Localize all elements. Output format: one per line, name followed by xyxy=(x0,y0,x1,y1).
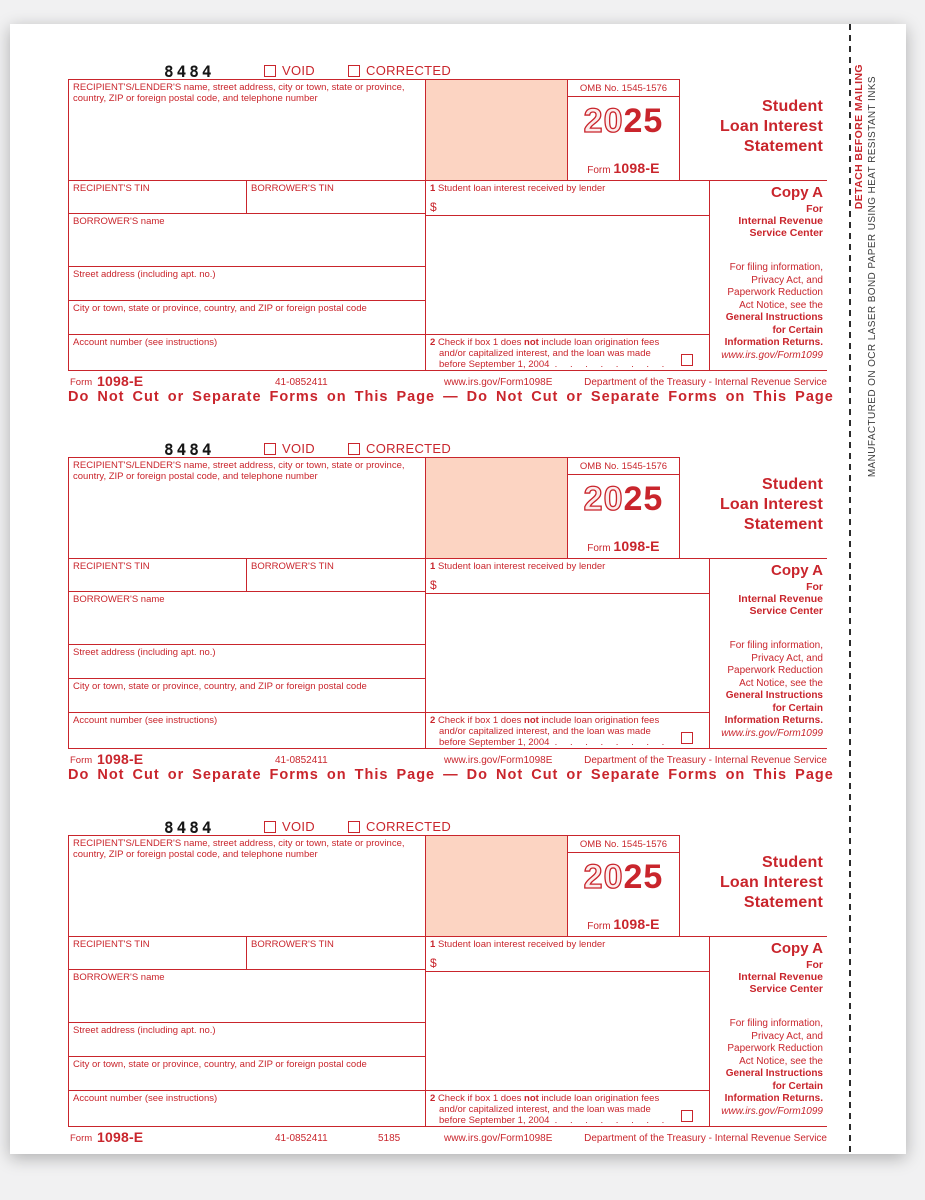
form-print-control-number: 8484 xyxy=(164,818,215,837)
void-checkbox[interactable] xyxy=(264,65,276,77)
form-number-block xyxy=(568,160,679,176)
filing-notice-line-bold: for Certain xyxy=(772,1080,823,1092)
corrected-checkbox-group xyxy=(348,63,451,78)
filing-notice-line: Paperwork Reduction xyxy=(727,287,823,298)
form-number-block xyxy=(568,538,679,554)
void-checkbox-group xyxy=(264,819,315,834)
treasury-department-label: Department of the Treasury - Internal Revenue Service xyxy=(584,377,827,388)
filing-notice-line: Privacy Act, and xyxy=(751,1030,823,1042)
recipient-lender-info-label: RECIPIENT'S/LENDER'S name, street address, city or town, state or province, country, ZIP or foreign postal code, and telephone number xyxy=(73,838,405,860)
tax-year-outline-digits: 20 xyxy=(583,480,624,518)
filing-notice-line: Privacy Act, and xyxy=(751,652,823,664)
footer-form-word: Form xyxy=(70,755,93,766)
irs-1098e-url: www.irs.gov/Form1098E xyxy=(444,755,553,766)
corrected-checkbox[interactable] xyxy=(348,65,360,77)
box2-text: Check if box 1 does xyxy=(437,337,525,348)
filing-notice-line: Act Notice, see the xyxy=(739,1055,823,1067)
corrected-label: CORRECTED xyxy=(366,63,452,78)
tax-year xyxy=(568,482,679,516)
form-word: Form xyxy=(587,165,611,176)
form-title-line: Student xyxy=(762,98,823,115)
form-1098e-copy xyxy=(68,818,830,1161)
box2-checkbox-field xyxy=(425,1090,710,1126)
form-footer xyxy=(68,373,827,388)
recipient-tin-field[interactable] xyxy=(68,180,246,213)
form-number: 1098-E xyxy=(613,160,660,176)
do-not-cut-notice: Do Not Cut or Separate Forms on This Page — Do Not Cut or Separate Forms on This Page xyxy=(68,767,834,783)
box2-label xyxy=(430,1093,675,1126)
street-address-field[interactable] xyxy=(68,266,425,300)
corrected-label: CORRECTED xyxy=(366,441,452,456)
form-title-line: Statement xyxy=(743,894,823,911)
form-print-control-number: 8484 xyxy=(164,440,215,459)
filing-notice-line: For filing information, xyxy=(729,1018,823,1029)
omb-number: OMB No. 1545-1576 xyxy=(568,80,679,97)
box2-checkbox[interactable] xyxy=(681,732,693,744)
form-word: Form xyxy=(587,921,611,932)
borrower-name-label: BORROWER'S name xyxy=(73,216,165,227)
box2-number: 2 xyxy=(430,337,436,348)
copy-a-for-line: Internal Revenue xyxy=(738,215,823,227)
box1-interest-field[interactable] xyxy=(425,558,710,593)
irs-1098e-url: www.irs.gov/Form1098E xyxy=(444,377,553,388)
borrower-tin-label: BORROWER'S TIN xyxy=(251,939,334,950)
recipient-lender-info-label: RECIPIENT'S/LENDER'S name, street address, city or town, state or province, country, ZIP or foreign postal code, and telephone number xyxy=(73,82,405,104)
copy-a-for-line: For xyxy=(806,581,823,593)
box1-dollar-sign: $ xyxy=(430,200,437,214)
omb-year-box xyxy=(567,457,680,558)
omb-year-box xyxy=(567,79,680,180)
filing-notice-line: Paperwork Reduction xyxy=(727,1043,823,1054)
manufactured-on-ocr-paper-label: MANUFACTURED ON OCR LASER BOND PAPER USING HEAT RESISTANT INKS xyxy=(867,76,878,478)
box1-number: 1 xyxy=(430,561,436,572)
footer-catalog-number: 41-0852411 xyxy=(275,755,328,766)
box2-text: include loan origination fees and/or capitalized interest, and the loan was made before September 1, 2004 xyxy=(439,715,660,748)
irs-1098e-url: www.irs.gov/Form1098E xyxy=(444,1133,553,1144)
account-number-label: Account number (see instructions) xyxy=(73,337,218,348)
copy-a-panel xyxy=(710,180,827,370)
copy-a-for-line: Internal Revenue xyxy=(738,971,823,983)
copy-a-for-line: Internal Revenue xyxy=(738,593,823,605)
omb-number: OMB No. 1545-1576 xyxy=(568,458,679,475)
void-checkbox-group xyxy=(264,441,315,456)
filing-notice-line: For filing information, xyxy=(729,640,823,651)
blank-entry-box[interactable] xyxy=(425,215,710,334)
perforation-dashed-line xyxy=(849,24,851,1154)
treasury-department-label: Department of the Treasury - Internal Revenue Service xyxy=(584,1133,827,1144)
borrower-tin-label: BORROWER'S TIN xyxy=(251,561,334,572)
filing-notice-line: Privacy Act, and xyxy=(751,274,823,286)
tax-year-bold-digits: 25 xyxy=(623,102,664,140)
city-state-zip-label: City or town, state or province, country, and ZIP or foreign postal code xyxy=(73,303,367,314)
footer-form-word: Form xyxy=(70,377,93,388)
box1-number: 1 xyxy=(430,183,436,194)
box2-text: Check if box 1 does xyxy=(437,715,525,726)
footer-form-number: 1098-E xyxy=(97,373,144,389)
form-sheet xyxy=(10,24,906,1154)
box1-interest-field[interactable] xyxy=(425,180,710,215)
filing-notice xyxy=(714,640,823,740)
recipient-tin-field[interactable] xyxy=(68,936,246,969)
dot-leaders: . . . . . . . . xyxy=(554,737,670,748)
form-number: 1098-E xyxy=(613,916,660,932)
blank-entry-box[interactable] xyxy=(425,971,710,1090)
city-state-zip-label: City or town, state or province, country, and ZIP or foreign postal code xyxy=(73,1059,367,1070)
footer-form-number: 1098-E xyxy=(97,751,144,767)
box1-dollar-sign: $ xyxy=(430,578,437,592)
corrected-checkbox-group xyxy=(348,819,451,834)
copy-a-title: Copy A xyxy=(771,562,823,579)
box2-checkbox[interactable] xyxy=(681,354,693,366)
omb-year-box xyxy=(567,835,680,936)
irs-1099-url: www.irs.gov/Form1099 xyxy=(721,1105,823,1117)
box2-label xyxy=(430,715,675,748)
filing-notice-line-bold: for Certain xyxy=(772,702,823,714)
copy-a-for-line: Service Center xyxy=(749,227,823,239)
street-address-field[interactable] xyxy=(68,644,425,678)
box1-label: Student loan interest received by lender xyxy=(437,183,606,194)
form-number: 1098-E xyxy=(613,538,660,554)
tax-year-outline-digits: 20 xyxy=(583,102,624,140)
blank-entry-box[interactable] xyxy=(425,593,710,712)
box2-text: Check if box 1 does xyxy=(437,1093,525,1104)
form-title-line: Statement xyxy=(743,138,823,155)
detach-before-mailing-label: DETACH BEFORE MAILING xyxy=(853,64,865,210)
recipient-lender-info-field[interactable] xyxy=(68,79,425,180)
void-label: VOID xyxy=(282,819,315,834)
corrected-label: CORRECTED xyxy=(366,819,452,834)
box2-number: 2 xyxy=(430,1093,436,1104)
account-number-field[interactable] xyxy=(68,712,425,748)
void-label: VOID xyxy=(282,441,315,456)
filing-notice-line: For filing information, xyxy=(729,262,823,273)
form-print-control-number: 8484 xyxy=(164,62,215,81)
tax-year xyxy=(568,104,679,138)
corrected-checkbox[interactable] xyxy=(348,443,360,455)
form-title-line: Student xyxy=(762,476,823,493)
box2-text-bold: not xyxy=(524,715,539,726)
box1-number: 1 xyxy=(430,939,436,950)
borrower-tin-field[interactable] xyxy=(246,558,425,591)
form-title-line: Student xyxy=(762,854,823,871)
irs-1099-url: www.irs.gov/Form1099 xyxy=(721,349,823,361)
borrower-name-field[interactable] xyxy=(68,591,425,644)
city-state-zip-field[interactable] xyxy=(68,300,425,334)
treasury-department-label: Department of the Treasury - Internal Revenue Service xyxy=(584,755,827,766)
form-word: Form xyxy=(587,543,611,554)
filing-notice xyxy=(714,1018,823,1118)
copy-a-title: Copy A xyxy=(771,184,823,201)
irs-1099-url: www.irs.gov/Form1099 xyxy=(721,727,823,739)
void-checkbox-group xyxy=(264,63,315,78)
form-title-line: Loan Interest xyxy=(719,496,823,513)
filing-notice-line-bold: Information Returns. xyxy=(724,337,823,348)
city-state-zip-field[interactable] xyxy=(68,678,425,712)
box2-text-bold: not xyxy=(524,337,539,348)
filing-notice-line-bold: General Instructions xyxy=(725,312,823,323)
forms-stack xyxy=(68,62,834,1161)
street-address-label: Street address (including apt. no.) xyxy=(73,269,216,280)
form-1098e-copy xyxy=(68,440,834,783)
form-title-line: Statement xyxy=(743,516,823,533)
copy-a-title: Copy A xyxy=(771,940,823,957)
box2-checkbox-field xyxy=(425,712,710,748)
form-footer xyxy=(68,751,827,766)
account-number-field[interactable] xyxy=(68,334,425,370)
copy-a-for-line: For xyxy=(806,959,823,971)
footer-catalog-number: 41-0852411 xyxy=(275,1133,328,1144)
box1-label: Student loan interest received by lender xyxy=(437,939,606,950)
street-address-label: Street address (including apt. no.) xyxy=(73,1025,216,1036)
box1-interest-field[interactable] xyxy=(425,936,710,971)
filing-notice-line: Act Notice, see the xyxy=(739,677,823,689)
box2-checkbox-field xyxy=(425,334,710,370)
void-checkbox[interactable] xyxy=(264,821,276,833)
omb-number: OMB No. 1545-1576 xyxy=(568,836,679,853)
street-address-label: Street address (including apt. no.) xyxy=(73,647,216,658)
tax-year-outline-digits: 20 xyxy=(583,858,624,896)
city-state-zip-field[interactable] xyxy=(68,1056,425,1090)
filing-notice-line-bold: General Instructions xyxy=(725,1068,823,1079)
recipient-tin-label: RECIPIENT'S TIN xyxy=(73,561,150,572)
borrower-name-field[interactable] xyxy=(68,213,425,266)
recipient-lender-info-field[interactable] xyxy=(68,835,425,936)
filing-notice-line-bold: Information Returns. xyxy=(724,715,823,726)
shaded-box xyxy=(425,79,567,180)
form-title-line: Loan Interest xyxy=(719,874,823,891)
table-bottom-border xyxy=(68,748,827,749)
box2-text: include loan origination fees and/or capitalized interest, and the loan was made before September 1, 2004 xyxy=(439,1093,660,1126)
borrower-name-label: BORROWER'S name xyxy=(73,972,165,983)
form-title xyxy=(680,79,827,180)
dot-leaders: . . . . . . . . xyxy=(554,359,670,370)
footer-catalog-number: 41-0852411 xyxy=(275,377,328,388)
box2-label xyxy=(430,337,675,370)
recipient-lender-info-field[interactable] xyxy=(68,457,425,558)
box2-number: 2 xyxy=(430,715,436,726)
box1-label: Student loan interest received by lender xyxy=(437,561,606,572)
recipient-tin-label: RECIPIENT'S TIN xyxy=(73,939,150,950)
borrower-name-field[interactable] xyxy=(68,969,425,1022)
corrected-checkbox-group xyxy=(348,441,451,456)
filing-notice-line-bold: Information Returns. xyxy=(724,1093,823,1104)
form-title-line: Loan Interest xyxy=(719,118,823,135)
form-1098e-copy xyxy=(68,62,834,405)
account-number-field[interactable] xyxy=(68,1090,425,1126)
form-title xyxy=(680,835,827,936)
recipient-tin-label: RECIPIENT'S TIN xyxy=(73,183,150,194)
corrected-checkbox[interactable] xyxy=(348,821,360,833)
table-bottom-border xyxy=(68,370,827,371)
form-number-block xyxy=(568,916,679,932)
footer-form-word: Form xyxy=(70,1133,93,1144)
city-state-zip-label: City or town, state or province, country, and ZIP or foreign postal code xyxy=(73,681,367,692)
do-not-cut-notice: Do Not Cut or Separate Forms on This Page — Do Not Cut or Separate Forms on This Page xyxy=(68,389,834,405)
box1-dollar-sign: $ xyxy=(430,956,437,970)
shaded-box xyxy=(425,835,567,936)
tax-year xyxy=(568,860,679,894)
void-label: VOID xyxy=(282,63,315,78)
copy-a-panel xyxy=(710,936,827,1126)
form-title xyxy=(680,457,827,558)
copy-a-for-line: Service Center xyxy=(749,605,823,617)
filing-notice-line-bold: for Certain xyxy=(772,324,823,336)
footer-print-code: 5185 xyxy=(378,1133,401,1144)
filing-notice-line: Act Notice, see the xyxy=(739,299,823,311)
account-number-label: Account number (see instructions) xyxy=(73,715,218,726)
form-footer xyxy=(68,1129,827,1144)
tax-year-bold-digits: 25 xyxy=(623,858,664,896)
filing-notice xyxy=(714,262,823,362)
filing-notice-line: Paperwork Reduction xyxy=(727,665,823,676)
table-bottom-border xyxy=(68,1126,827,1127)
shaded-box xyxy=(425,457,567,558)
recipient-tin-field[interactable] xyxy=(68,558,246,591)
footer-form-number: 1098-E xyxy=(97,1129,144,1145)
borrower-tin-field[interactable] xyxy=(246,180,425,213)
dot-leaders: . . . . . . . . xyxy=(554,1115,670,1126)
copy-a-for-line: Service Center xyxy=(749,983,823,995)
account-number-label: Account number (see instructions) xyxy=(73,1093,218,1104)
box2-text: include loan origination fees and/or capitalized interest, and the loan was made before September 1, 2004 xyxy=(439,337,660,370)
void-checkbox[interactable] xyxy=(264,443,276,455)
box2-checkbox[interactable] xyxy=(681,1110,693,1122)
filing-notice-line-bold: General Instructions xyxy=(725,690,823,701)
tax-year-bold-digits: 25 xyxy=(623,480,664,518)
box2-text-bold: not xyxy=(524,1093,539,1104)
borrower-name-label: BORROWER'S name xyxy=(73,594,165,605)
copy-a-panel xyxy=(710,558,827,748)
borrower-tin-field[interactable] xyxy=(246,936,425,969)
street-address-field[interactable] xyxy=(68,1022,425,1056)
recipient-lender-info-label: RECIPIENT'S/LENDER'S name, street address, city or town, state or province, country, ZIP or foreign postal code, and telephone number xyxy=(73,460,405,482)
copy-a-for-line: For xyxy=(806,203,823,215)
borrower-tin-label: BORROWER'S TIN xyxy=(251,183,334,194)
